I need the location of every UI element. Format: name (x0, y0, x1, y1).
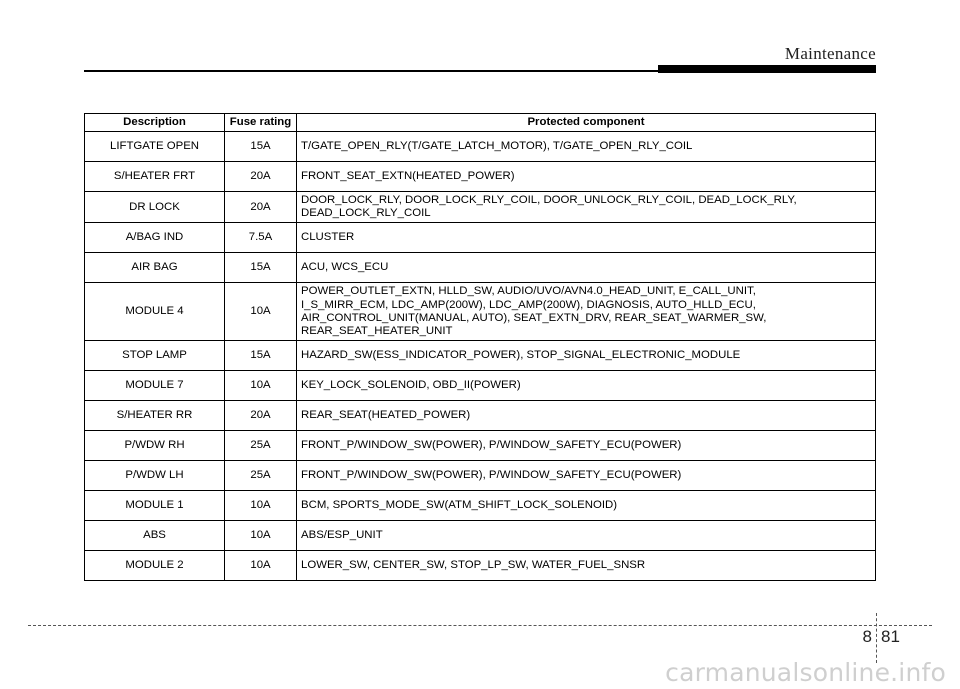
fuse-description: MODULE 4 (85, 283, 225, 341)
table-row (85, 341, 876, 371)
fuse-rating: 15A (225, 132, 297, 162)
fuse-rating: 20A (225, 192, 297, 223)
fuse-rating: 20A (225, 162, 297, 192)
fuse-rating: 25A (225, 461, 297, 491)
table-row (85, 132, 876, 162)
page-number: 81 (881, 627, 900, 646)
fuse-description: MODULE 1 (85, 491, 225, 521)
protected-component: FRONT_SEAT_EXTN(HEATED_POWER) (297, 162, 876, 192)
section-number: 8 (862, 627, 872, 646)
fuse-rating: 7.5A (225, 223, 297, 253)
fuse-description: A/BAG IND (85, 223, 225, 253)
protected-component: POWER_OUTLET_EXTN, HLLD_SW, AUDIO/UVO/AVN4.0_HEAD_UNIT, E_CALL_UNIT, I_S_MIRR_ECM, LDC_AMP(200W), LDC_AMP(200W), DIAGNOSIS, AUTO_HLLD_ECU, AIR_CONTROL_UNIT(MANUAL, AUTO), SEAT_EXTN_DRV, REAR_SEAT_WARMER_SW, REAR_SEAT_HEATER_UNIT (297, 283, 876, 341)
fuse-rating: 10A (225, 491, 297, 521)
fuse-description: STOP LAMP (85, 341, 225, 371)
fuse-description: AIR BAG (85, 253, 225, 283)
table-header-row (85, 114, 876, 132)
protected-component: FRONT_P/WINDOW_SW(POWER), P/WINDOW_SAFETY_ECU(POWER) (297, 461, 876, 491)
protected-component: HAZARD_SW(ESS_INDICATOR_POWER), STOP_SIGNAL_ELECTRONIC_MODULE (297, 341, 876, 371)
protected-component: ACU, WCS_ECU (297, 253, 876, 283)
table-row (85, 521, 876, 551)
table-row (85, 461, 876, 491)
table-row (85, 253, 876, 283)
fuse-description: MODULE 2 (85, 551, 225, 581)
table-row (85, 551, 876, 581)
fuse-description: S/HEATER FRT (85, 162, 225, 192)
header-rule (84, 70, 664, 72)
section-title: Maintenance (784, 44, 876, 63)
protected-component: T/GATE_OPEN_RLY(T/GATE_LATCH_MOTOR), T/GATE_OPEN_RLY_COIL (297, 132, 876, 162)
protected-component: FRONT_P/WINDOW_SW(POWER), P/WINDOW_SAFETY_ECU(POWER) (297, 431, 876, 461)
fuse-rating: 25A (225, 431, 297, 461)
protected-component: CLUSTER (297, 223, 876, 253)
footer-rule (28, 625, 932, 626)
fuse-rating: 15A (225, 341, 297, 371)
table-row (85, 283, 876, 341)
table-row (85, 162, 876, 192)
fuse-rating: 10A (225, 371, 297, 401)
table-row (85, 491, 876, 521)
protected-component: REAR_SEAT(HEATED_POWER) (297, 401, 876, 431)
table-row (85, 371, 876, 401)
watermark: carmanualsonline.info (665, 658, 946, 687)
table-row (85, 401, 876, 431)
fuse-description: DR LOCK (85, 192, 225, 223)
protected-component: BCM, SPORTS_MODE_SW(ATM_SHIFT_LOCK_SOLENOID) (297, 491, 876, 521)
footer-divider (876, 613, 877, 663)
fuse-rating: 15A (225, 253, 297, 283)
fuse-table (84, 113, 876, 581)
fuse-description: P/WDW LH (85, 461, 225, 491)
table-row (85, 431, 876, 461)
fuse-description: MODULE 7 (85, 371, 225, 401)
table-row (85, 192, 876, 223)
protected-component: DOOR_LOCK_RLY, DOOR_LOCK_RLY_COIL, DOOR_UNLOCK_RLY_COIL, DEAD_LOCK_RLY, DEAD_LOCK_RLY_COIL (297, 192, 876, 223)
fuse-description: P/WDW RH (85, 431, 225, 461)
fuse-rating: 10A (225, 521, 297, 551)
column-header-protected-component: Protected component (297, 114, 876, 132)
protected-component: ABS/ESP_UNIT (297, 521, 876, 551)
fuse-description: LIFTGATE OPEN (85, 132, 225, 162)
fuse-rating: 10A (225, 283, 297, 341)
column-header-description: Description (85, 114, 225, 132)
fuse-rating: 10A (225, 551, 297, 581)
protected-component: LOWER_SW, CENTER_SW, STOP_LP_SW, WATER_FUEL_SNSR (297, 551, 876, 581)
fuse-description: ABS (85, 521, 225, 551)
protected-component: KEY_LOCK_SOLENOID, OBD_II(POWER) (297, 371, 876, 401)
fuse-description: S/HEATER RR (85, 401, 225, 431)
header-rule-accent (658, 65, 876, 73)
column-header-fuse-rating: Fuse rating (225, 114, 297, 132)
table-row (85, 223, 876, 253)
fuse-rating: 20A (225, 401, 297, 431)
